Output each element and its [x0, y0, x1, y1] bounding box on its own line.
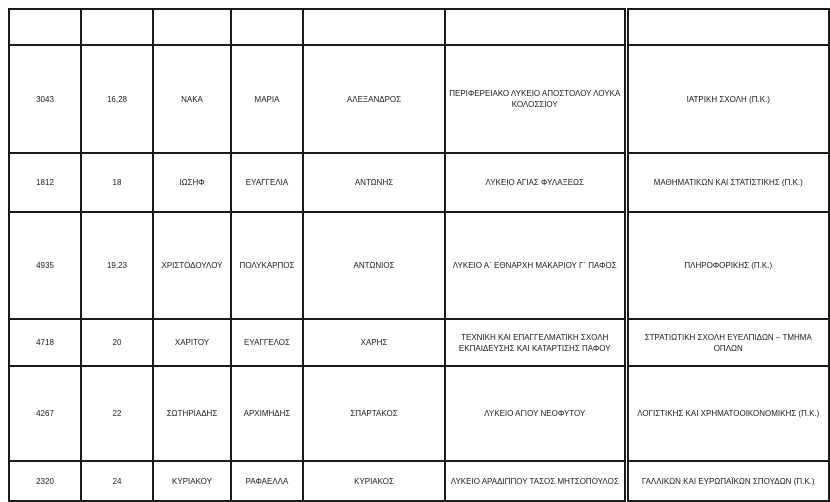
cell-father-name: ΧΑΡΗΣ: [303, 319, 445, 366]
cell-department: ΣΤΡΑΤΙΩΤΙΚΗ ΣΧΟΛΗ ΕΥΕΛΠΙΔΩΝ – ΤΜΗΜΑ ΟΠΛΩΝ: [626, 319, 829, 366]
cell-father-name: ΑΛΕΞΑΝΔΡΟΣ: [303, 45, 445, 153]
header-cell-first-name: [231, 9, 303, 45]
cell-department: ΙΑΤΡΙΚΗ ΣΧΟΛΗ (Π.Κ.): [626, 45, 829, 153]
cell-school: ΛΥΚΕΙΟ Α΄ ΕΘΝΑΡΧΗ ΜΑΚΑΡΙΟΥ Γ΄ ΠΑΦΟΣ: [445, 212, 626, 319]
cell-code: 4935: [9, 212, 81, 319]
cell-department: ΛΟΓΙΣΤΙΚΗΣ ΚΑΙ ΧΡΗΜΑΤΟΟΙΚΟΝΟΜΙΚΗΣ (Π.Κ.): [626, 366, 829, 461]
table-row: [9, 153, 829, 212]
results-table: [8, 8, 830, 502]
table-row: [9, 45, 829, 153]
cell-code: 2320: [9, 461, 81, 501]
cell-father-name: ΑΝΤΩΝΙΟΣ: [303, 212, 445, 319]
header-cell-surname: [153, 9, 231, 45]
cell-school: ΛΥΚΕΙΟ ΑΓΙΑΣ ΦΥΛΑΞΕΩΣ: [445, 153, 626, 212]
results-sheet: [8, 8, 820, 498]
table-header-row: [9, 9, 829, 45]
cell-school: ΛΥΚΕΙΟ ΑΡΑΔΙΠΠΟΥ ΤΑΣΟΣ ΜΗΤΣΟΠΟΥΛΟΣ: [445, 461, 626, 501]
cell-school: ΠΕΡΙΦΕΡΕΙΑΚΟ ΛΥΚΕΙΟ ΑΠΟΣΤΟΛΟΥ ΛΟΥΚΑ ΚΟΛΟΣΣΙΟΥ: [445, 45, 626, 153]
header-cell-code: [9, 9, 81, 45]
cell-score: 19,23: [81, 212, 153, 319]
cell-department: ΓΑΛΛΙΚΩΝ ΚΑΙ ΕΥΡΩΠΑΪΚΩΝ ΣΠΟΥΔΩΝ (Π.Κ.): [626, 461, 829, 501]
cell-surname: ΣΩΤΗΡΙΑΔΗΣ: [153, 366, 231, 461]
table-row: [9, 366, 829, 461]
cell-first-name: ΕΥΑΓΓΕΛΟΣ: [231, 319, 303, 366]
cell-father-name: ΑΝΤΩΝΗΣ: [303, 153, 445, 212]
cell-code: 4267: [9, 366, 81, 461]
cell-school: ΤΕΧΝΙΚΗ ΚΑΙ ΕΠΑΓΓΕΛΜΑΤΙΚΗ ΣΧΟΛΗ ΕΚΠΑΙΔΕΥΣΗΣ ΚΑΙ ΚΑΤΑΡΤΙΣΗΣ ΠΑΦΟΥ: [445, 319, 626, 366]
cell-surname: ΧΡΙΣΤΟΔΟΥΛΟΥ: [153, 212, 231, 319]
cell-surname: ΝΑΚΑ: [153, 45, 231, 153]
cell-code: 4718: [9, 319, 81, 366]
cell-score: 24: [81, 461, 153, 501]
cell-surname: ΧΑΡΙΤΟΥ: [153, 319, 231, 366]
cell-department: ΠΛΗΡΟΦΟΡΙΚΗΣ (Π.Κ.): [626, 212, 829, 319]
cell-first-name: ΕΥΑΓΓΕΛΙΑ: [231, 153, 303, 212]
table-row: [9, 212, 829, 319]
cell-score: 20: [81, 319, 153, 366]
cell-school: ΛΥΚΕΙΟ ΑΓΙΟΥ ΝΕΟΦΥΤΟΥ: [445, 366, 626, 461]
cell-first-name: ΡΑΦΑΕΛΛΑ: [231, 461, 303, 501]
cell-surname: ΙΩΣΗΦ: [153, 153, 231, 212]
header-cell-department: [626, 9, 829, 45]
cell-surname: ΚΥΡΙΑΚΟΥ: [153, 461, 231, 501]
cell-score: 18: [81, 153, 153, 212]
cell-first-name: ΠΟΛΥΚΑΡΠΟΣ: [231, 212, 303, 319]
cell-father-name: ΚΥΡΙΑΚΟΣ: [303, 461, 445, 501]
header-cell-score: [81, 9, 153, 45]
cell-first-name: ΜΑΡΙΑ: [231, 45, 303, 153]
cell-code: 3043: [9, 45, 81, 153]
cell-father-name: ΣΠΑΡΤΑΚΟΣ: [303, 366, 445, 461]
cell-score: 16,28: [81, 45, 153, 153]
cell-code: 1812: [9, 153, 81, 212]
cell-department: ΜΑΘΗΜΑΤΙΚΩΝ ΚΑΙ ΣΤΑΤΙΣΤΙΚΗΣ (Π.Κ.): [626, 153, 829, 212]
cell-score: 22: [81, 366, 153, 461]
table-row: [9, 461, 829, 501]
header-cell-school: [445, 9, 626, 45]
cell-first-name: ΑΡΧΙΜΗΔΗΣ: [231, 366, 303, 461]
header-cell-father-name: [303, 9, 445, 45]
table-row: [9, 319, 829, 366]
